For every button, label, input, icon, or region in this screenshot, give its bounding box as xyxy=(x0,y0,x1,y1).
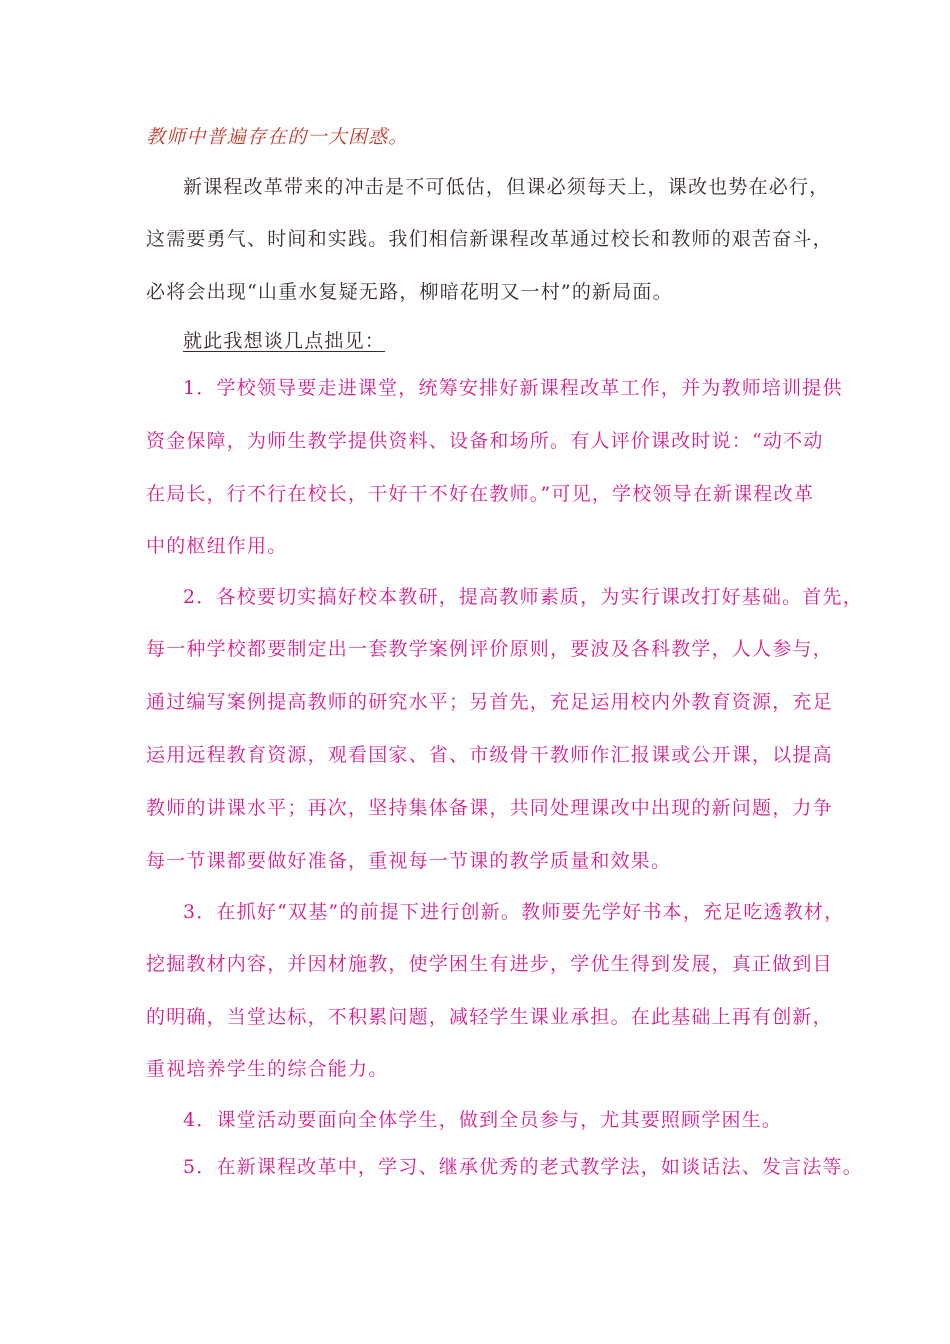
point-3-line-2: 挖掘教材内容，并因材施教，使学困生有进步，学优生得到发展，真正做到目 xyxy=(146,953,833,975)
point-2-line-3: 通过编写案例提高教师的研究水平；另首先，充足运用校内外教育资源，充足 xyxy=(146,691,833,713)
point-1-line-2: 资金保障，为师生教学提供资料、设备和场所。有人评价课改时说：“动不动 xyxy=(146,430,824,452)
point-2-line-1: 2．各校要切实搞好校本教研，提高教师素质，为实行课改打好基础。首先， xyxy=(183,586,863,608)
point-2-line-5: 教师的讲课水平；再次，坚持集体备课，共同处理课改中出现的新问题，力争 xyxy=(146,797,833,819)
point-3-line-1: 3．在抓好“双基”的前提下进行创新。教师要先学好书本，充足吃透教材， xyxy=(183,901,845,923)
reform-paragraph-line-2: 这需要勇气、时间和实践。我们相信新课程改革通过校长和教师的艰苦奋斗， xyxy=(146,228,833,250)
point-2-line-6: 每一节课都要做好准备，重视每一节课的教学质量和效果。 xyxy=(146,850,672,872)
point-1-line-4: 中的枢纽作用。 xyxy=(146,535,288,557)
point-2-line-2: 每一种学校都要制定出一套教学案例评价原则，要波及各科教学，人人参与， xyxy=(146,638,833,660)
point-3-line-4: 重视培养学生的综合能力。 xyxy=(146,1058,389,1080)
reform-paragraph-line-3: 必将会出现“山重水复疑无路，柳暗花明又一村”的新局面。 xyxy=(146,281,673,303)
point-2-line-4: 运用远程教育资源，观看国家、省、市级骨干教师作汇报课或公开课，以提高 xyxy=(146,744,833,766)
point-1-line-1: 1．学校领导要走进课堂，统筹安排好新课程改革工作，并为教师培训提供 xyxy=(183,377,843,399)
point-1-line-3: 在局长，行不行在校长，干好干不好在教师。”可见，学校领导在新课程改革 xyxy=(146,483,815,505)
point-3-line-3: 的明确，当堂达标，不积累问题，减轻学生课业承担。在此基础上再有创新， xyxy=(146,1006,833,1028)
point-5: 5．在新课程改革中，学习、继承优秀的老式教学法，如谈话法、发言法等。 xyxy=(183,1156,863,1178)
point-4: 4．课堂活动要面向全体学生，做到全员参与，尤其要照顾学困生。 xyxy=(183,1109,783,1131)
views-heading: 就此我想谈几点拙见： xyxy=(183,330,386,352)
reform-paragraph-line-1: 新课程改革带来的冲击是不可低估，但课必须每天上，课改也势在必行， xyxy=(183,176,830,198)
intro-continuation: 教师中普遍存在的一大困惑。 xyxy=(146,126,409,148)
